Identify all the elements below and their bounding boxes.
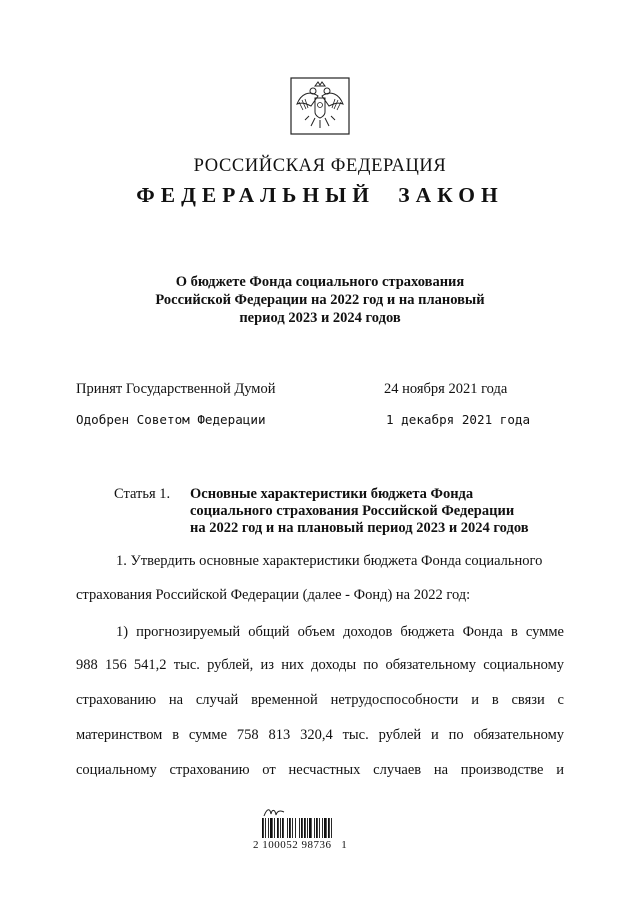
barcode-number: 2 100052 98736 1 [253,839,348,851]
approved-by-council-label: Одобрен Советом Федерации [76,412,266,427]
article-number: Статья 1. [114,486,171,502]
body-text-line: 1. Утвердить основные характеристики бюджета Фонда социального [116,553,543,569]
body-text-line: социальному страхованию от несчастных случаев на производстве и [76,762,564,778]
article-heading-line: Основные характеристики бюджета Фонда [190,486,474,502]
state-emblem-icon [287,72,353,138]
body-text-line: 1) прогнозируемый общий объем доходов бюджета Фонда в сумме [116,624,564,640]
body-text-line: материнством в сумме 758 813 320,4 тыс. рублей и по обязательному [76,727,564,743]
approved-date: 1 декабря 2021 года [386,412,531,427]
adopted-by-duma-label: Принят Государственной Думой [76,381,276,397]
body-text-line: страхования Российской Федерации (далее - Фонд) на 2022 год: [76,587,471,603]
law-title-line: период 2023 и 2024 годов [239,310,401,326]
law-title [100,273,540,327]
country-name: РОССИЙСКАЯ ФЕДЕРАЦИЯ [193,156,447,176]
adopted-date: 24 ноября 2021 года [384,381,508,397]
body-text-line: 988 156 541,2 тыс. рублей, из них доходы по обязательному социальному [76,657,564,673]
article-heading [190,486,570,537]
article-heading-line: социального страхования Российской Федерации [190,503,515,519]
law-title-line: Российской Федерации на 2022 год и на плановый [155,292,485,308]
article-heading-line: на 2022 год и на плановый период 2023 и 2024 годов [190,520,529,536]
body-text-line: страхованию на случай временной нетрудоспособности и в связи с [76,692,564,708]
law-kind-heading: ФЕДЕРАЛЬНЫЙ ЗАКОН [136,183,504,207]
handwritten-mark-icon [262,805,286,819]
law-title-line: О бюджете Фонда социального страхования [175,274,465,290]
